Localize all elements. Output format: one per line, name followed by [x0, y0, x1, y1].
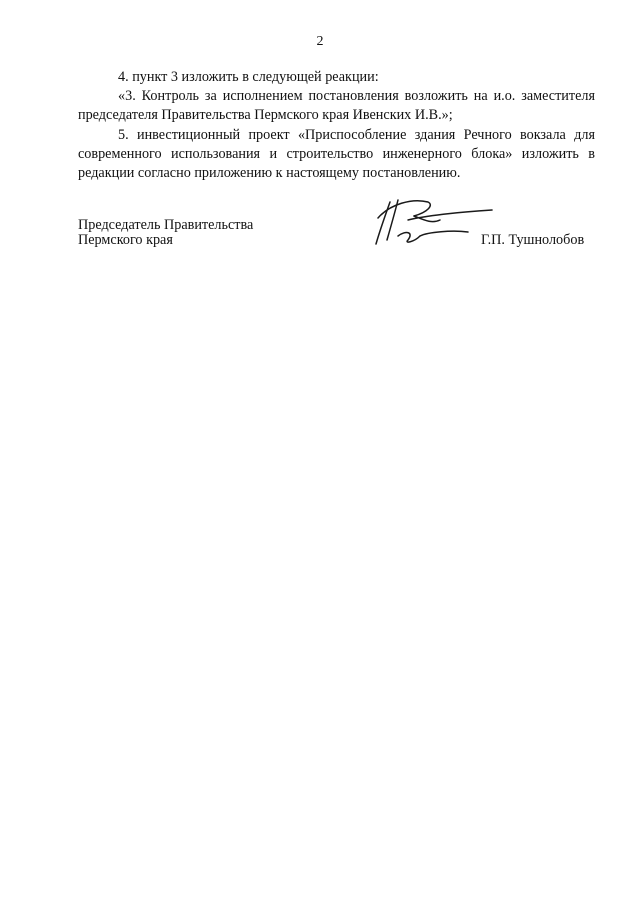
paragraph-item-4: 4. пункт 3 изложить в следующей реакции:	[118, 69, 379, 85]
signatory-title-line-2: Пермского края	[78, 232, 173, 248]
document-body	[78, 68, 595, 183]
paragraph-control-clause: «3. Контроль за исполнением постановления возложить на и.о. заместителя председателя Правительства Пермского края Ивенских И.В.»;	[78, 88, 595, 124]
paragraph-item-5: 5. инвестиционный проект «Приспособление здания Речного вокзала для современного использования и строительство инженерного блока» изложить в редакции согласно приложению к настоящему постановлению.	[78, 126, 595, 182]
signatory-name: Г.П. Тушнолобов	[481, 232, 585, 248]
handwritten-signature	[368, 196, 498, 252]
page-number: 2	[316, 34, 324, 49]
signatory-title-line-1: Председатель Правительства	[78, 217, 254, 233]
signatory-title	[78, 218, 253, 248]
